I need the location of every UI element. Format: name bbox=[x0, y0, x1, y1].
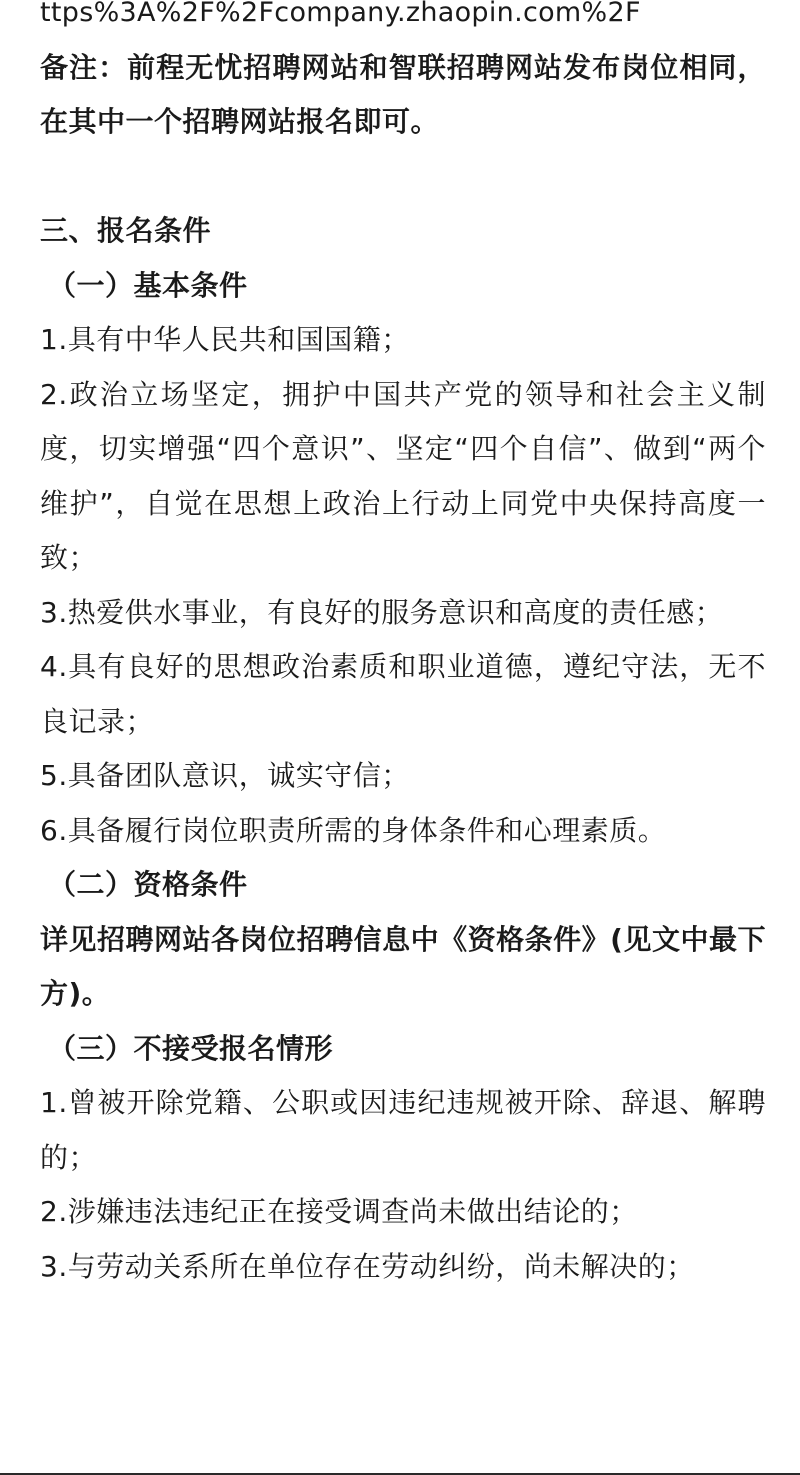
basic-item-1: 1.具有中华人民共和国国籍； bbox=[40, 323, 410, 356]
basic-item-5: 5.具备团队意识，诚实守信； bbox=[40, 759, 410, 792]
section-title: 三、报名条件 bbox=[40, 214, 212, 247]
url-fragment[interactable]: ttps%3A%2F%2Fcompany.zhaopin.com%2F bbox=[40, 0, 641, 28]
blank-line bbox=[40, 150, 766, 205]
note-paragraph: 备注：前程无忧招聘网站和智联招聘网站发布岗位相同，在其中一个招聘网站报名即可。 bbox=[40, 50, 766, 138]
qualification-heading: （二）资格条件 bbox=[48, 868, 248, 901]
exclusion-item-1: 1.曾被开除党籍、公职或因违纪违规被开除、辞退、解聘的； bbox=[40, 1086, 766, 1174]
exclusion-item-3: 3.与劳动关系所在单位存在劳动纠纷，尚未解决的； bbox=[40, 1249, 695, 1283]
qualification-text: 详见招聘网站各岗位招聘信息中《资格条件》(见文中最下方)。 bbox=[40, 922, 766, 1010]
basic-item-4: 4.具有良好的思想政治素质和职业道德，遵纪守法，无不良记录； bbox=[40, 650, 766, 738]
exclusion-item-2: 2.涉嫌违法违纪正在接受调查尚未做出结论的； bbox=[40, 1195, 638, 1228]
article-body bbox=[40, 0, 766, 1294]
basic-conditions-heading: （一）基本条件 bbox=[48, 268, 248, 302]
basic-item-6: 6.具备履行岗位职责所需的身体条件和心理素质。 bbox=[40, 813, 667, 847]
exclusion-heading: （三）不接受报名情形 bbox=[48, 1031, 334, 1065]
basic-item-2: 2.政治立场坚定，拥护中国共产党的领导和社会主义制度，切实增强“四个意识”、坚定“四个自信”、做到“两个维护”，自觉在思想上政治上行动上同党中央保持高度一致； bbox=[40, 377, 766, 574]
basic-item-3: 3.热爱供水事业，有良好的服务意识和高度的责任感； bbox=[40, 595, 724, 629]
